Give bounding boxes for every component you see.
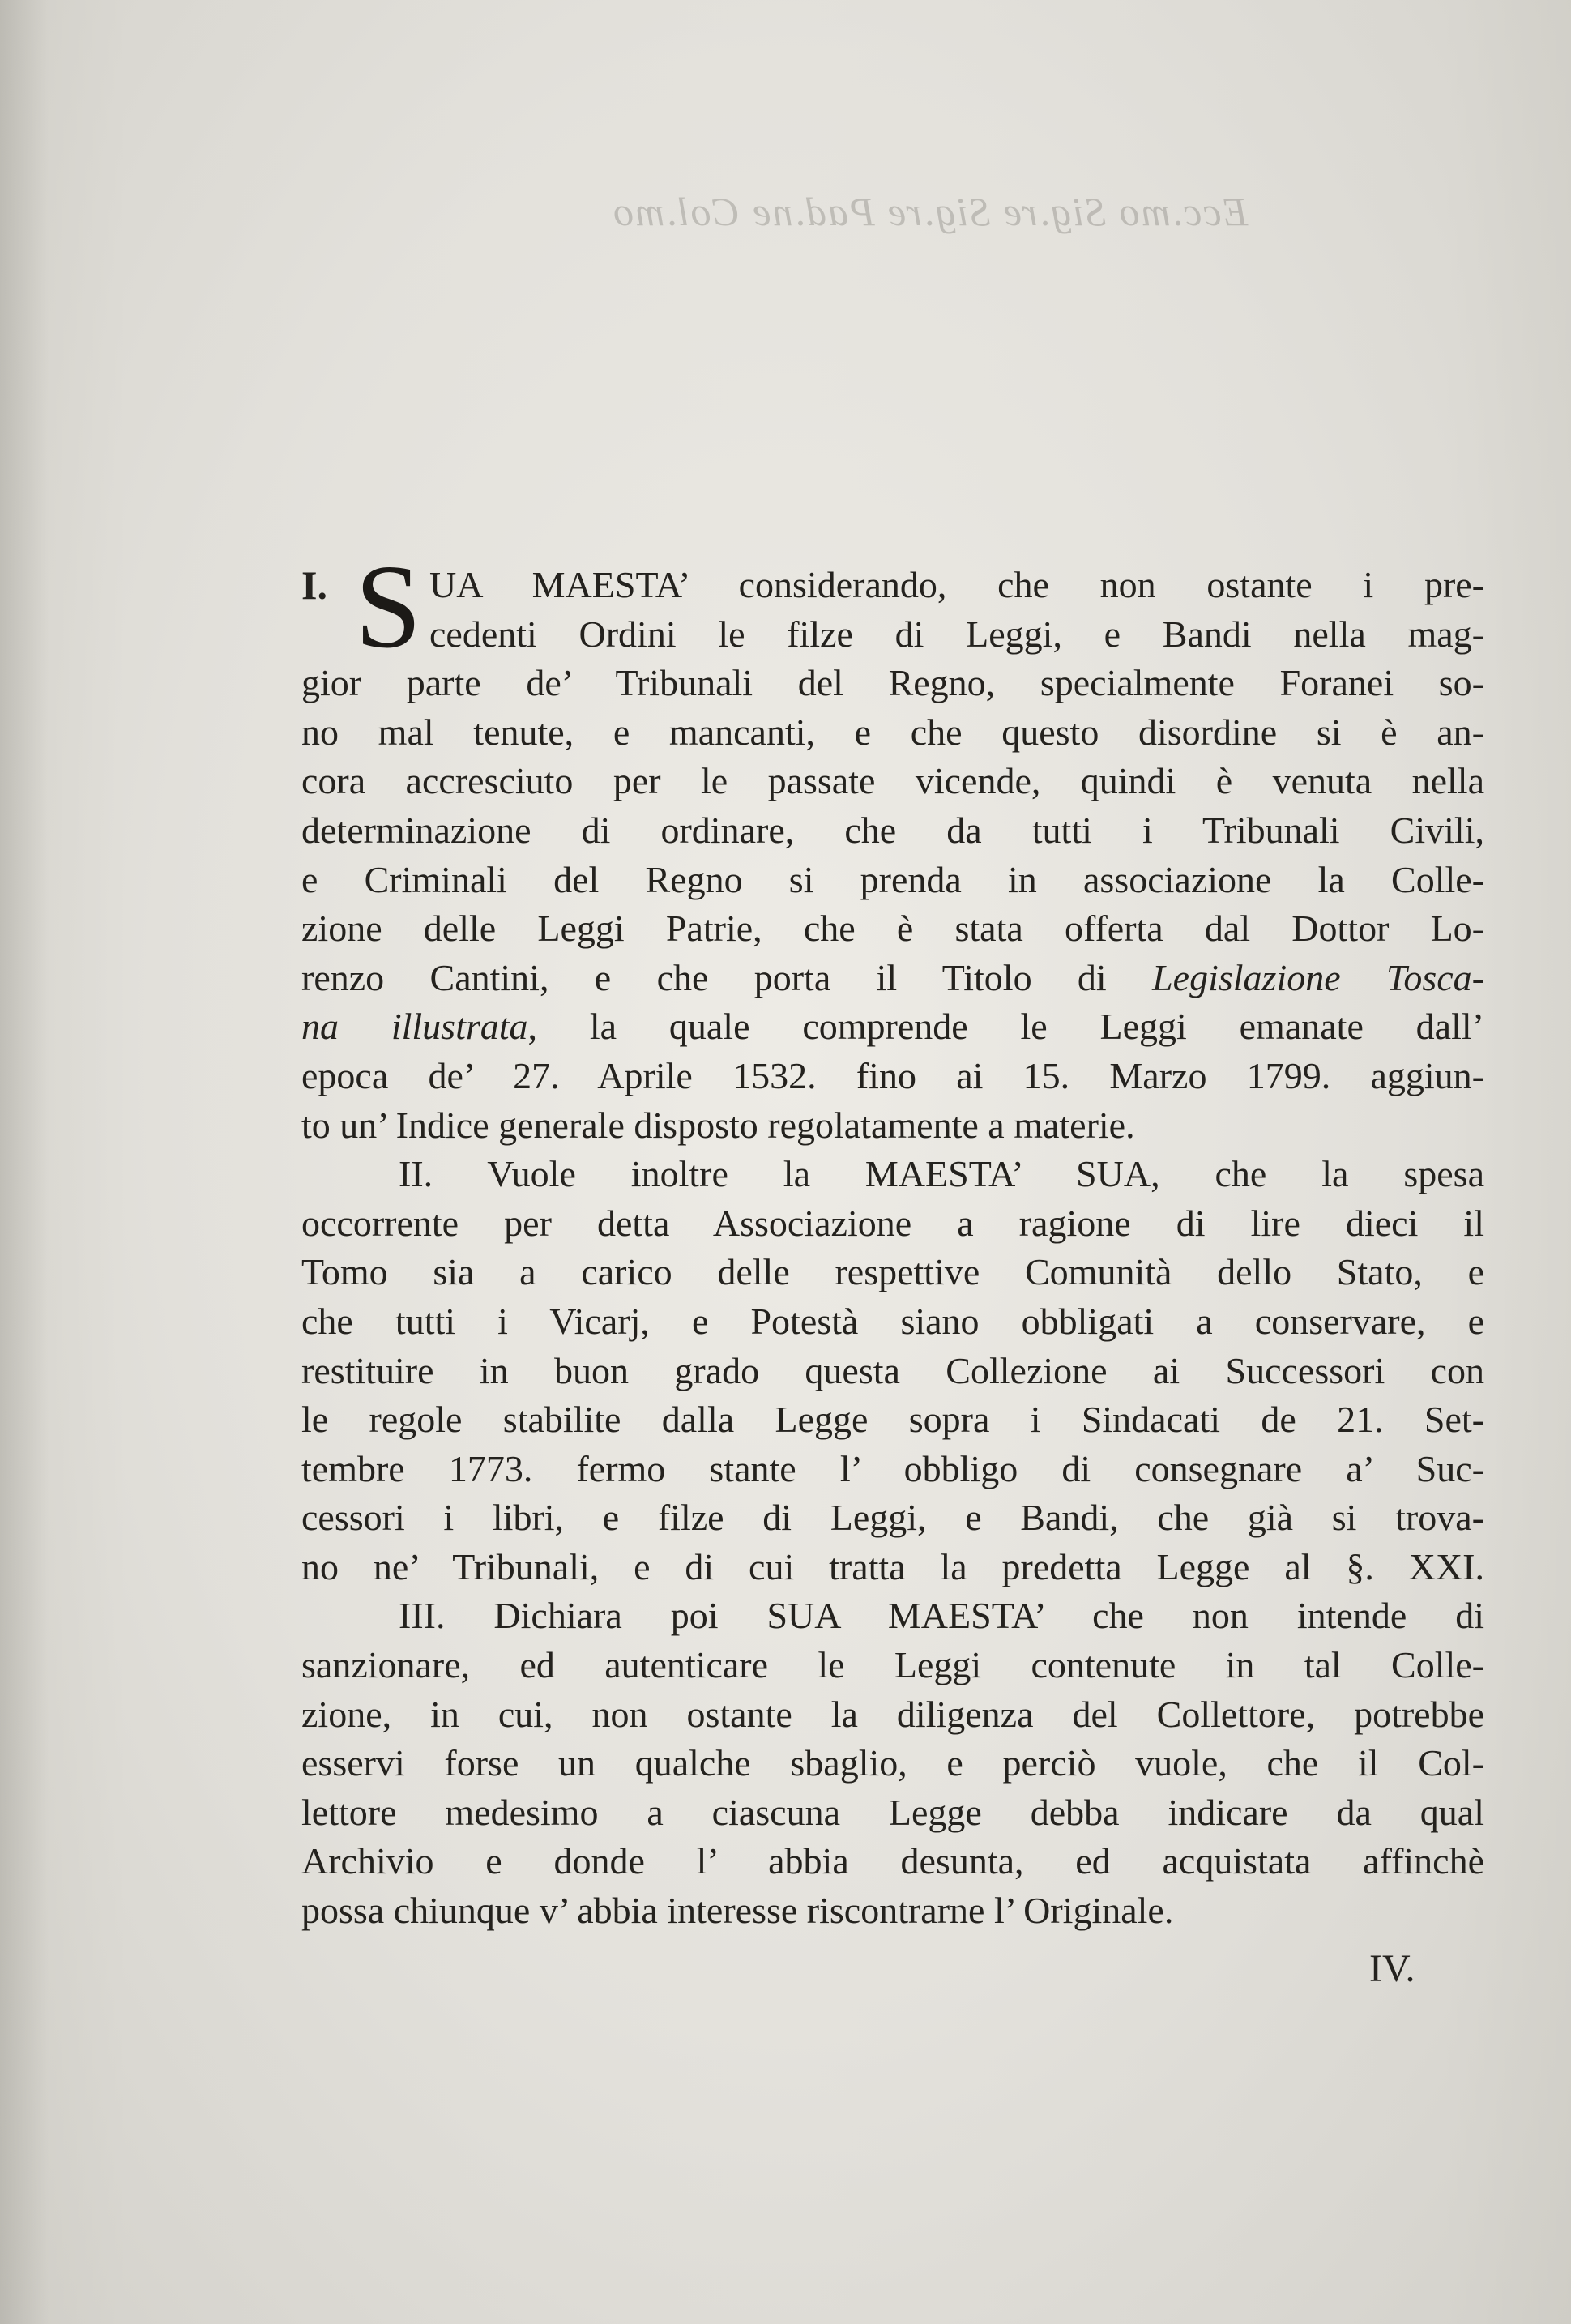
paragraph-2-line-4: che tutti i Vicarj, e Potestà siano obbligati a conservare, e [301,1300,1484,1342]
drop-cap: S [355,540,422,673]
paragraph-2-line-5: restituire in buon grado questa Collezione ai Successori con [301,1349,1484,1391]
paragraph-3-line-4: esservi forse un qualche sbaglio, e perciò vuole, che il Col- [301,1742,1484,1784]
paragraph-1-line-1-text: UA MAESTA’ considerando, che non ostante i pre- [429,564,1484,605]
line-text-plain: , la quale comprende le Leggi emanate dall’ [527,1006,1484,1048]
paragraph-1-line-6: determinazione di ordinare, che da tutti i Tribunali Civili, [301,809,1484,851]
paragraph-3 [301,1591,1484,1935]
paragraph-3-line-3: zione, in cui, non ostante la diligenza del Collettore, potrebbe [301,1693,1484,1735]
paragraph-1-line-2-text: cedenti Ordini le filze di Leggi, e Bandi nella mag- [429,613,1484,655]
paragraph-1-line-4: no mal tenute, e mancanti, e che questo disordine si è an- [301,711,1484,753]
paragraph-3-line-6: Archivio e donde l’ abbia desunta, ed acquistata affinchè [301,1840,1484,1882]
paragraph-1-line-9 [301,954,1484,1003]
paragraph-2-line-2: occorrente per detta Associazione a ragione di lire dieci il [301,1202,1484,1244]
paragraph-1-line-12: to un’ Indice generale disposto regolatamente a materie. [301,1104,1135,1146]
paragraph-1 [301,540,1484,1150]
catchword: IV. [1369,1947,1415,1990]
paragraph-3-line-7: possa chiunque v’ abbia interesse riscontrarne l’ Originale. [301,1890,1174,1932]
bleed-through-inscription: Ecc.mo Sig.re Sig.re Pad.ne Col.mo [612,189,1248,234]
paragraph-2-line-1: II. Vuole inoltre la MAESTA’ SUA, che la spesa [399,1153,1484,1195]
paragraph-3-line-5: lettore medesimo a ciascuna Legge debba indicare da qual [301,1791,1484,1833]
paragraph-2 [301,1150,1484,1591]
paragraph-1-line-11: epoca de’ 27. Aprile 1532. fino ai 15. Marzo 1799. aggiun- [301,1054,1484,1096]
paragraph-3-line-2: sanzionare, ed autenticare le Leggi contenute in tal Colle- [301,1644,1484,1686]
paragraph-1-line-2 [301,610,1484,660]
binding-shadow [0,0,49,2324]
paragraph-2-line-7: tembre 1773. fermo stante l’ obbligo di consegnare a’ Suc- [301,1447,1484,1489]
paragraph-2-line-8: cessori i libri, e filze di Leggi, e Bandi, che già si trova- [301,1497,1484,1539]
section-number-1: I. [301,562,327,608]
book-title-italic: na illustrata [301,1006,528,1048]
paragraph-2-line-6: le regole stabilite dalla Legge sopra i Sindacati de 21. Set- [301,1399,1484,1441]
paragraph-1-line-8: zione delle Leggi Patrie, che è stata offerta dal Dottor Lo- [301,908,1484,950]
document-body [301,540,1484,1936]
paragraph-1-line-3: gior parte de’ Tribunali del Regno, specialmente Foranei so- [301,662,1484,704]
paragraph-2-line-3: Tomo sia a carico delle respettive Comunità dello Stato, e [301,1251,1484,1293]
paragraph-1-line-7: e Criminali del Regno si prenda in associazione la Colle- [301,858,1484,900]
paragraph-1-line-5: cora accresciuto per le passate vicende, quindi è venuta nella [301,760,1484,802]
line-text-plain: renzo Cantini, e che porta il Titolo di [301,956,1153,998]
paragraph-1-line-10 [301,1002,1484,1052]
paragraph-3-line-1: III. Dichiara poi SUA MAESTA’ che non intende di [399,1595,1484,1637]
book-title-italic: Legislazione Tosca- [1152,956,1484,998]
paragraph-2-line-9: no ne’ Tribunali, e di cui tratta la predetta Legge al §. XXI. [301,1545,1484,1587]
